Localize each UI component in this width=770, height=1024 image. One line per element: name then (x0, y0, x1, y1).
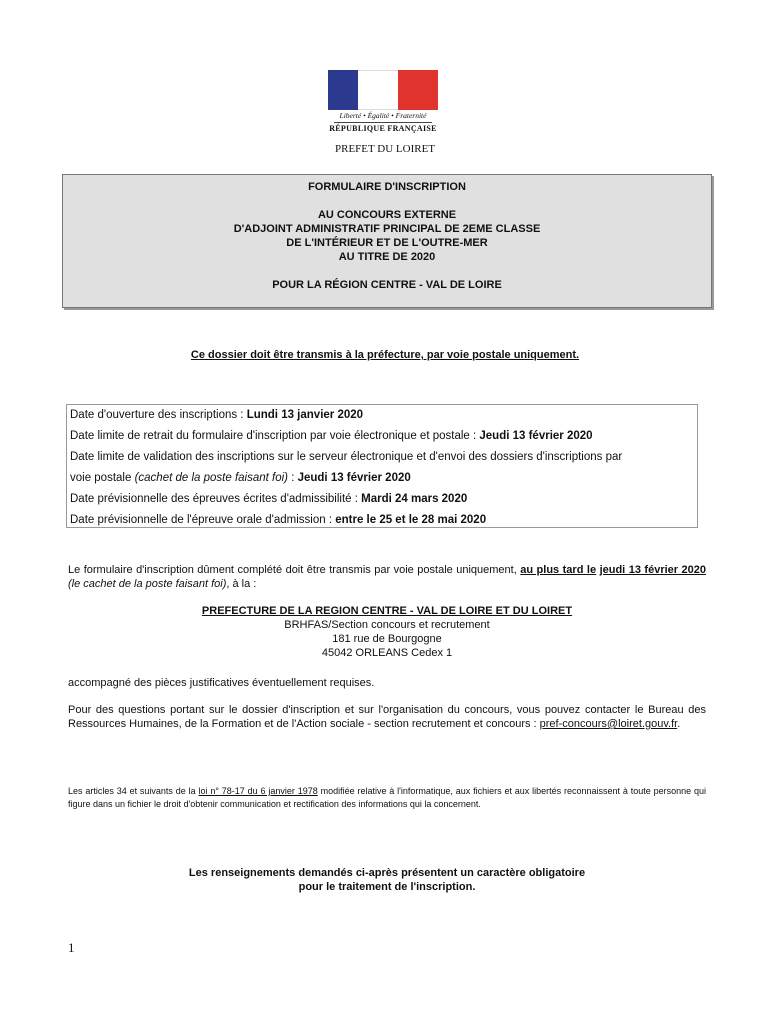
date-row: Date limite de validation des inscriptions sur le serveur électronique et d'envoi des dossiers d'inscriptions par (70, 451, 623, 463)
address-title: PREFECTURE DE LA REGION CENTRE - VAL DE LOIRE ET DU LOIRET (201, 605, 573, 617)
republique-francaise-logo (328, 70, 438, 134)
mandatory-notice: Les renseignements demandés ci-après présentent un caractère obligatoire pour le traitement de l'inscription. (188, 867, 586, 893)
concours-line: AU CONCOURS EXTERNE (317, 209, 457, 221)
dates-box (66, 404, 698, 528)
email-link[interactable]: pref-concours@loiret.gouv.fr (539, 718, 678, 730)
postal-notice: Ce dossier doit être transmis à la préfecture, par voie postale uniquement. (190, 349, 580, 361)
law-reference: loi n° 78-17 du 6 janvier 1978 (198, 786, 318, 796)
grade-line: D'ADJOINT ADMINISTRATIF PRINCIPAL DE 2EME CLASSE (233, 223, 541, 235)
address-city: 45042 ORLEANS Cedex 1 (321, 647, 453, 659)
address-block (68, 604, 706, 660)
republic-name: RÉPUBLIQUE FRANÇAISE (329, 124, 437, 133)
date-row: Date d'ouverture des inscriptions : Lundi 13 janvier 2020 (70, 409, 364, 421)
accompany-text: accompagné des pièces justificatives éventuellement requises. (68, 677, 375, 689)
page-number: 1 (68, 940, 75, 955)
date-row: Date limite de retrait du formulaire d'inscription par voie électronique et postale : Jeudi 13 février 2020 (70, 430, 593, 442)
legal-paragraph: Les articles 34 et suivants de la loi n° 78-17 du 6 janvier 1978 modifiée relative à l'informatique, aux fichiers et aux libertés reconnaissent à toute personne qui figure dans un fichier le droit d'obtenir communication et rectification des informations qui la concernent. (68, 786, 706, 809)
address-section: BRHFAS/Section concours et recrutement (284, 619, 490, 631)
questions-paragraph: Pour des questions portant sur le dossier d'inscription et sur l'organisation du concours, vous pouvez contacter le Bureau des Ressources Humaines, de la Formation et de l'Action sociale - section recrutement et concours : pref-concours@loiret.gouv.fr. (68, 704, 706, 730)
transmit-paragraph: Le formulaire d'inscription dûment complété doit être transmis par voie postale uniquement, au plus tard le jeudi 13 février 2020 (le cachet de la poste faisant foi), à la : (68, 564, 706, 590)
prefet-title: PREFET DU LOIRET (334, 143, 436, 155)
marianne-flag-icon (328, 70, 438, 110)
date-row: voie postale (cachet de la poste faisant foi) : Jeudi 13 février 2020 (70, 472, 411, 484)
form-title: FORMULAIRE D'INSCRIPTION (308, 181, 466, 193)
form-title-box (62, 174, 712, 308)
motto: Liberté • Égalité • Fraternité (339, 111, 427, 120)
ministry-line: DE L'INTÉRIEUR ET DE L'OUTRE-MER (286, 237, 488, 249)
address-street: 181 rue de Bourgogne (332, 633, 442, 645)
date-row: Date prévisionnelle des épreuves écrites d'admissibilité : Mardi 24 mars 2020 (70, 493, 468, 505)
region-line: POUR LA RÉGION CENTRE - VAL DE LOIRE (272, 279, 502, 291)
date-row: Date prévisionnelle de l'épreuve orale d'admission : entre le 25 et le 28 mai 2020 (70, 514, 487, 526)
year-line: AU TITRE DE 2020 (338, 251, 436, 263)
